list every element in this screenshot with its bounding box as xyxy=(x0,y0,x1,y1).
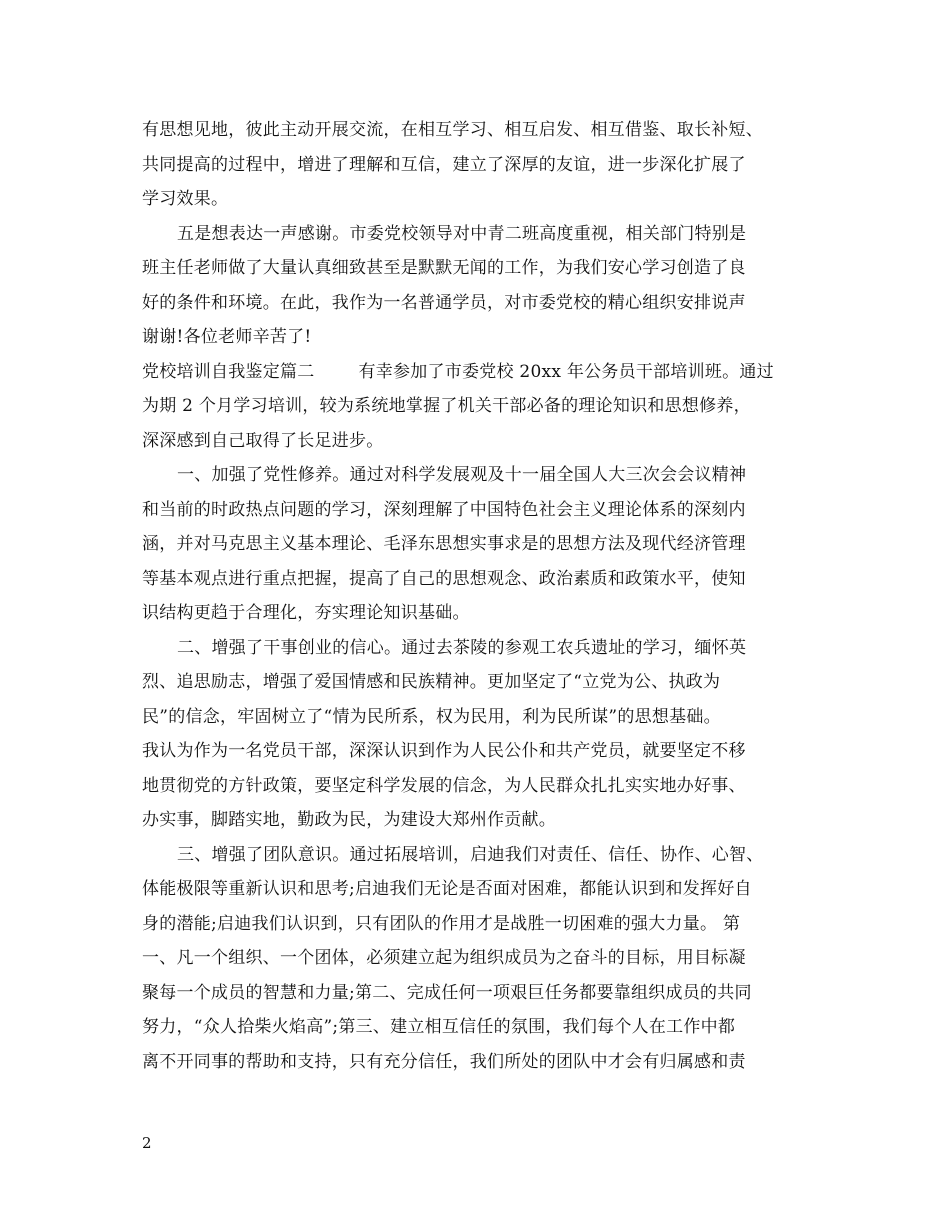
text-line: 聚每一个成员的智慧和力量;第二、完成任何一项艰巨任务都要靠组织成员的共同 xyxy=(142,982,752,1003)
section-heading: 党校培训自我鉴定篇二 xyxy=(142,361,315,382)
text-line: 烈、追思励志，增强了爱国情感和民族精神。更加坚定了“立党为公、执政为 xyxy=(142,672,721,692)
paragraph-start-line: 三、增强了团队意识。通过拓展培训，启迪我们对责任、信任、协作、心智、 xyxy=(177,844,764,865)
text-line: 有幸参加了市委党校 20xx 年公务员干部培训班。通过 xyxy=(358,361,774,382)
text-line: 班主任老师做了大量认真细致甚至是默默无闻的工作，为我们安心学习创造了良 xyxy=(142,258,746,278)
text-line: 我认为作为一名党员干部，深深认识到作为人民公仆和共产党员，就要坚定不移 xyxy=(142,741,746,761)
text-line: 身的潜能;启迪我们认识到，只有团队的作用才是战胜一切困难的强大力量。 第 xyxy=(142,913,741,934)
text-line: 涵，并对马克思主义基本理论、毛泽东思想实事求是的思想方法及现代经济管理 xyxy=(142,534,746,554)
paragraph-start-line: 一、加强了党性修养。通过对科学发展观及十一届全国人大三次会会议精神 xyxy=(177,465,747,485)
document-body xyxy=(142,113,822,1079)
text-line: 谢谢!各位老师辛苦了! xyxy=(142,327,312,347)
text-line: 体能极限等重新认识和思考;启迪我们无论是否面对困难，都能认识到和发挥好自 xyxy=(142,879,752,899)
text-line: 民”的信念，牢固树立了“情为民所系，权为民用，利为民所谋”的思想基础。 xyxy=(142,706,721,727)
text-line: 办实事，脚踏实地，勤政为民，为建设大郑州作贡献。 xyxy=(142,810,556,830)
text-line: 有思想见地，彼此主动开展交流，在相互学习、相互启发、相互借鉴、取长补短、 xyxy=(142,120,763,140)
text-line: 识结构更趋于合理化，夯实理论知识基础。 xyxy=(142,603,470,623)
text-line: 努力，“众人拾柴火焰高”;第三、建立相互信任的氛围，我们每个人在工作中都 xyxy=(142,1017,736,1037)
text-line: 深深感到自己取得了长足进步。 xyxy=(142,430,384,451)
page-number: 2 xyxy=(142,1134,152,1152)
text-line: 等基本观点进行重点把握，提高了自己的思想观念、政治素质和政策水平，使知 xyxy=(142,568,746,589)
text-line: 地贯彻党的方针政策，要坚定科学发展的信念，为人民群众扎扎实实地办好事、 xyxy=(142,775,746,796)
text-line: 好的条件和环境。在此，我作为一名普通学员，对市委党校的精心组织安排说声 xyxy=(142,292,746,313)
paragraph-start-line: 五是想表达一声感谢。市委党校领导对中青二班高度重视，相关部门特别是 xyxy=(177,223,747,244)
text-line: 学习效果。 xyxy=(142,189,229,209)
text-line: 和当前的时政热点问题的学习，深刻理解了中国特色社会主义理论体系的深刻内 xyxy=(142,499,746,520)
text-line: 共同提高的过程中，增进了理解和互信，建立了深厚的友谊，进一步深化扩展了 xyxy=(142,154,746,175)
section-heading-line xyxy=(142,355,822,390)
text-line: 离不开同事的帮助和支持，只有充分信任，我们所处的团队中才会有归属感和责 xyxy=(142,1051,746,1072)
paragraph-start-line: 二、增强了干事创业的信心。通过去茶陵的参观工农兵遗址的学习，缅怀英 xyxy=(177,637,747,658)
text-line: 为期 2 个月学习培训，较为系统地掌握了机关干部必备的理论知识和思想修养， xyxy=(142,396,751,416)
text-line: 一、凡一个组织、一个团体，必须建立起为组织成员为之奋斗的目标，用目标凝 xyxy=(142,948,746,968)
